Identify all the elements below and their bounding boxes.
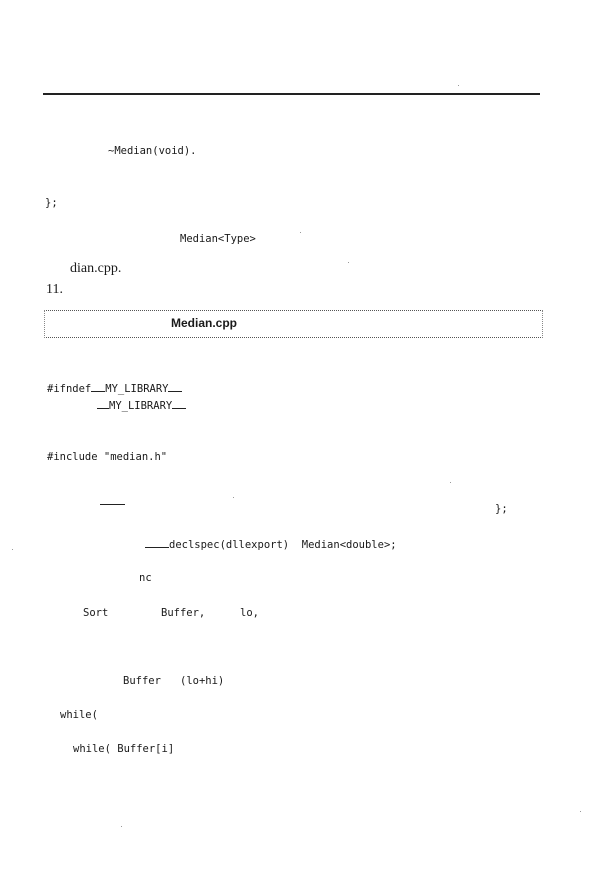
header-rule [43,93,540,95]
class-close-brace: }; [45,197,58,209]
scan-speck [580,811,581,812]
file-reference: dian.cpp. [70,261,122,276]
underscore-blank [91,382,105,392]
underscore-blank [145,538,169,548]
buffer-expr-name: Buffer [123,675,161,687]
section-number: 11. [46,282,63,297]
declspec-type: Median<double>; [301,539,397,551]
scan-speck [12,549,13,550]
destructor-line: ~Median(void). [108,145,197,157]
include-line: #include "median.h" [47,451,168,463]
line-end-brace: }; [495,503,508,515]
listing-title: Median.cpp [171,316,238,330]
scan-speck [233,497,234,498]
ifndef-line [47,382,182,395]
buffer-expr: (lo+hi) [180,675,225,687]
scan-speck [121,826,122,827]
while-outer: while( [60,709,98,721]
blank-line [100,504,125,505]
listing-header [44,310,543,338]
scan-speck [450,482,451,483]
underscore-blank [97,399,109,409]
declspec-line [145,538,397,551]
fragment-nc: nc [139,572,152,584]
sort-buffer: Buffer, [161,607,206,619]
underscore-blank [172,399,186,409]
ifndef-macro: MY_LIBRARY [105,383,169,395]
while-inner: while( Buffer[i] [73,743,175,755]
scan-speck [348,262,349,263]
define-line [97,399,186,412]
template-type: Median<Type> [180,233,256,245]
ifndef-keyword: #ifndef [47,383,92,395]
define-macro: MY_LIBRARY [109,400,173,412]
sort-lo: lo, [240,607,259,619]
underscore-blank [168,382,182,392]
scan-speck [300,232,301,233]
declspec-text: declspec(dllexport) [169,539,290,551]
sort-label: Sort [83,607,109,619]
scan-speck [458,85,459,86]
